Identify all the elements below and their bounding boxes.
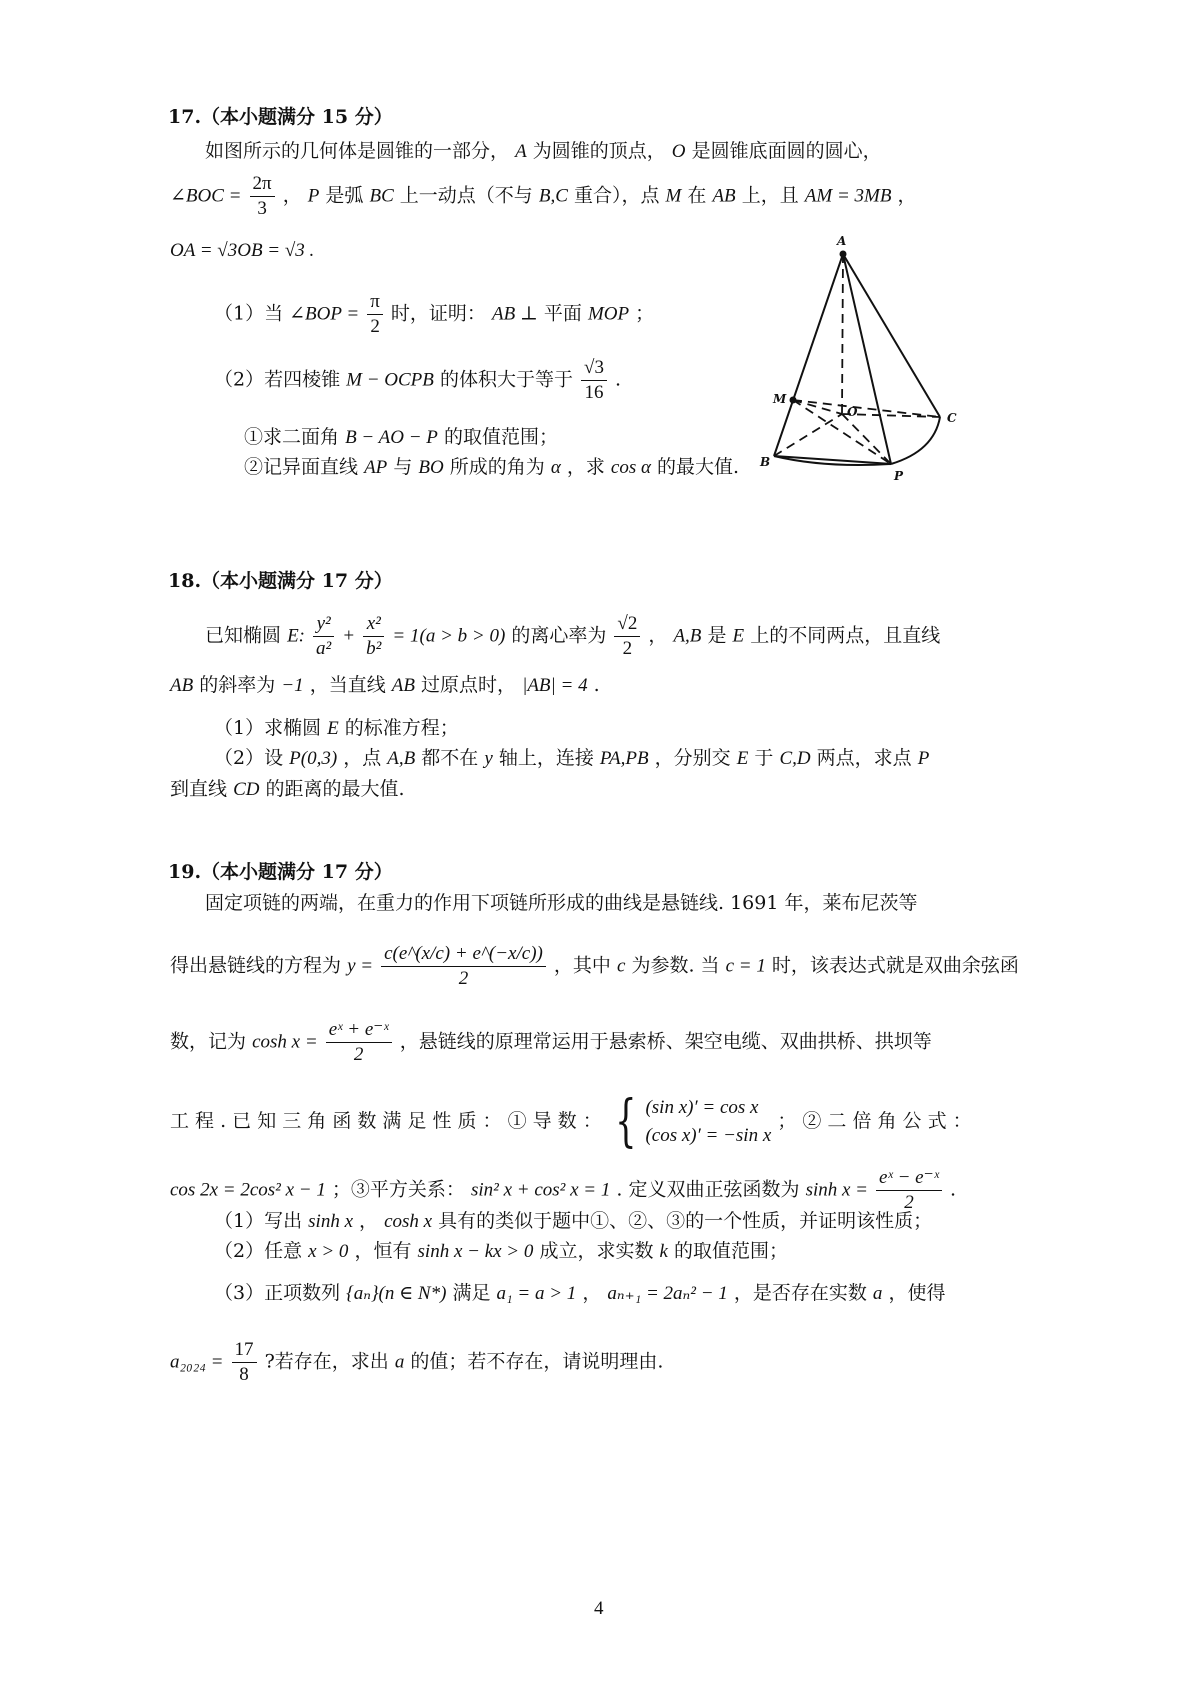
fraction xyxy=(614,612,640,661)
text: 的取值范围； xyxy=(443,426,558,448)
text: 上，且 xyxy=(741,184,799,207)
math: y xyxy=(484,748,493,769)
numerator: eˣ − e⁻ˣ xyxy=(876,1166,942,1191)
text: 成立，求实数 xyxy=(539,1240,654,1262)
text: . xyxy=(615,368,622,391)
q17-oa: OA = √3OB = √3 . xyxy=(170,240,315,261)
text: 时，证明： xyxy=(390,302,486,325)
numerator: 17 xyxy=(232,1338,257,1363)
denominator: 2 xyxy=(904,1192,914,1213)
math: B,C xyxy=(538,185,568,207)
math: E: xyxy=(287,625,305,647)
math: BO xyxy=(418,457,444,478)
text: ； ② 二 倍 角 公 式 ： xyxy=(777,1110,972,1132)
text: 的斜率为 xyxy=(199,674,276,696)
math: P(0,3) xyxy=(289,748,338,769)
math: E xyxy=(732,625,745,647)
text: 是圆锥底面圆的圆心， xyxy=(691,140,882,162)
q19-part3 xyxy=(214,1280,945,1307)
q17-condition xyxy=(170,172,917,221)
math: cosh x = xyxy=(252,1031,318,1053)
text: ，是否存在实数 xyxy=(733,1282,867,1304)
q19-part2 xyxy=(214,1238,788,1265)
q17-part2 xyxy=(214,356,621,405)
text: 重合），点 xyxy=(573,184,660,207)
vertex-a-dot xyxy=(840,251,847,258)
text: （2）设 xyxy=(214,747,284,769)
math: C,D xyxy=(779,748,811,769)
math: y = xyxy=(347,955,374,977)
label-p: P xyxy=(894,469,904,483)
text: ，恒有 xyxy=(354,1240,412,1262)
math: x > 0 xyxy=(308,1241,349,1262)
text: 数，记为 xyxy=(170,1030,247,1053)
math: AP xyxy=(364,457,388,478)
text: 工 程 . 已 知 三 角 函 数 满 足 性 质 ： ① 导 数 ： xyxy=(170,1110,602,1132)
math: a₁ = a > 1 xyxy=(496,1283,577,1304)
fraction xyxy=(363,612,384,661)
math: c = 1 xyxy=(725,955,766,977)
q18-line2 xyxy=(170,672,600,699)
text: 如图所示的几何体是圆锥的一部分， xyxy=(205,140,510,162)
equation: (cos x)′ = −sin x xyxy=(645,1125,772,1146)
text: （2）若四棱锥 xyxy=(214,368,341,391)
text: 的取值范围； xyxy=(673,1240,788,1262)
math: AB xyxy=(170,675,194,696)
denominator: 2 xyxy=(370,316,380,337)
q19-line2 xyxy=(170,942,1019,991)
math: cosh x xyxy=(384,1211,433,1232)
text: . 定义双曲正弦函数为 xyxy=(616,1178,800,1201)
text: ，分别交 xyxy=(654,747,731,769)
text: 满足 xyxy=(452,1282,491,1304)
math: a xyxy=(394,1351,405,1373)
math: a₂₀₂₄ = xyxy=(170,1351,224,1373)
edge-op xyxy=(842,414,891,464)
math: + xyxy=(342,625,356,647)
edge-ap xyxy=(843,254,891,464)
brace-symbol: { xyxy=(614,1089,637,1154)
text: ，使得 xyxy=(888,1282,946,1304)
q18-part2-cont xyxy=(170,776,405,803)
text: 到直线 xyxy=(170,778,228,800)
math: = 1(a > b > 0) xyxy=(392,625,506,647)
text: 的最大值. xyxy=(657,456,740,478)
denominator: 8 xyxy=(239,1364,249,1385)
text: 的值；若不存在，请说明理由. xyxy=(410,1350,664,1373)
text: （1）写出 xyxy=(214,1210,303,1232)
text: 具有的类似于题中①、②、③的一个性质，并证明该性质； xyxy=(438,1210,933,1232)
math: sin² x + cos² x = 1 xyxy=(470,1179,611,1201)
point-m-dot xyxy=(790,397,797,404)
math: A,B xyxy=(387,748,416,769)
fraction xyxy=(381,942,546,991)
text: （3）正项数列 xyxy=(214,1282,341,1304)
q17-intro xyxy=(205,138,882,165)
edge-mo xyxy=(793,400,842,414)
math: AB ⊥ xyxy=(491,303,538,325)
label-c: C xyxy=(947,411,957,425)
q19-line3 xyxy=(170,1018,932,1067)
text: 所成的角为 xyxy=(449,456,545,478)
text: （1）当 xyxy=(214,302,284,325)
math: |AB| = 4 xyxy=(522,675,588,696)
text: 的距离的最大值. xyxy=(265,778,405,800)
text: 是弧 xyxy=(325,184,364,207)
edge-ac xyxy=(843,254,940,417)
math: BC xyxy=(369,185,394,207)
edge-bo xyxy=(774,414,842,456)
denominator: a² xyxy=(316,638,332,659)
denominator: 3 xyxy=(257,198,267,219)
page-number: 4 xyxy=(594,1598,604,1619)
math: cos α xyxy=(610,457,651,478)
math: ∠BOC = xyxy=(170,185,242,207)
arc-pc xyxy=(891,417,940,464)
q19-part1 xyxy=(214,1208,932,1235)
cone-figure xyxy=(754,236,974,486)
math: sinh x xyxy=(308,1211,353,1232)
text: 都不在 xyxy=(421,747,479,769)
text: 平面 xyxy=(543,302,582,325)
math: AM = 3MB xyxy=(804,185,892,207)
math: CD xyxy=(233,779,260,800)
math: aₙ₊₁ = 2aₙ² − 1 xyxy=(607,1283,728,1304)
fraction xyxy=(232,1338,257,1387)
text: （1）求椭圆 xyxy=(214,717,322,739)
denominator: 2 xyxy=(458,968,469,989)
fraction xyxy=(250,172,275,221)
numerator: y² xyxy=(313,612,334,637)
text: 得出悬链线的方程为 xyxy=(170,954,342,977)
math: A xyxy=(515,141,527,162)
fraction xyxy=(313,612,334,661)
q19-line4 xyxy=(170,1089,972,1154)
math: c xyxy=(616,955,626,977)
numerator: x² xyxy=(363,612,384,637)
equation: (sin x)′ = cos x xyxy=(645,1097,759,1118)
text: ②记异面直线 xyxy=(244,456,359,478)
math: cos 2x = 2cos² x − 1 xyxy=(170,1179,326,1201)
label-o: O xyxy=(847,405,858,419)
q19-line1: 固定项链的两端，在重力的作用下项链所形成的曲线是悬链线. 1691 年，莱布尼茨等 xyxy=(205,892,918,914)
numerator: eˣ + e⁻ˣ xyxy=(326,1018,392,1043)
numerator: c(e^(x/c) + e^(−x/c)) xyxy=(381,942,546,967)
text: ； xyxy=(635,302,655,325)
denominator: 2 xyxy=(353,1044,364,1065)
math: MOP xyxy=(587,303,630,325)
fraction xyxy=(326,1018,392,1067)
q17-part2-ii xyxy=(244,454,739,481)
math: sinh x = xyxy=(805,1179,868,1201)
text: 的体积大于等于 xyxy=(439,368,573,391)
text: 上的不同两点，且直线 xyxy=(750,624,941,647)
text: 在 xyxy=(687,184,707,207)
text: 上一动点（不与 xyxy=(399,184,533,207)
q17-title: 17.（本小题满分 15 分） xyxy=(168,106,393,128)
q19-part3-cont xyxy=(170,1338,663,1387)
q18-title: 18.（本小题满分 17 分） xyxy=(168,570,393,592)
fraction xyxy=(367,290,383,339)
numerator: 2π xyxy=(250,172,275,197)
text: 过原点时， xyxy=(421,674,517,696)
text: ， xyxy=(359,1210,379,1232)
text: 与 xyxy=(393,456,413,478)
edge-ao xyxy=(842,254,843,414)
math: AB xyxy=(391,675,415,696)
text: 已知椭圆 xyxy=(205,624,282,647)
math: E xyxy=(327,718,339,739)
q19-title: 19.（本小题满分 17 分） xyxy=(168,861,393,883)
math: α xyxy=(550,457,561,478)
math: k xyxy=(659,1241,668,1262)
text: ， xyxy=(648,624,668,647)
text: 为参数. 当 xyxy=(631,954,720,977)
text: ，其中 xyxy=(553,954,611,977)
text: 于 xyxy=(754,747,774,769)
text: ， xyxy=(897,184,917,207)
text: ， xyxy=(582,1282,602,1304)
derivative-system xyxy=(645,1094,771,1150)
text: ，悬链线的原理常运用于悬索桥、架空电缆、双曲拱桥、拱坝等 xyxy=(399,1030,932,1053)
text: . xyxy=(593,674,600,696)
math: E xyxy=(736,748,749,769)
math: P xyxy=(917,748,930,769)
math: M xyxy=(665,185,682,207)
denominator: 16 xyxy=(584,382,604,403)
text: ①求二面角 xyxy=(244,426,340,448)
math: {aₙ}(n ∈ N*) xyxy=(346,1283,447,1304)
text: ，求 xyxy=(566,456,605,478)
math: −1 xyxy=(281,675,304,696)
math: a xyxy=(872,1283,883,1304)
label-b: B xyxy=(760,455,771,469)
math: ∠BOP = xyxy=(289,303,360,325)
q17-part2-i xyxy=(244,424,558,451)
numerator: √2 xyxy=(614,612,640,637)
math: sinh x − kx > 0 xyxy=(417,1241,534,1262)
math: B − AO − P xyxy=(345,427,438,448)
text: 是 xyxy=(707,624,727,647)
math: O xyxy=(671,141,686,162)
label-a: A xyxy=(837,236,847,248)
text: 轴上，连接 xyxy=(498,747,594,769)
text: ；③平方关系： xyxy=(331,1178,465,1201)
text: 时，该表达式就是双曲余弦函 xyxy=(771,954,1019,977)
numerator: √3 xyxy=(581,356,607,381)
text: ，当直线 xyxy=(309,674,386,696)
denominator: b² xyxy=(366,638,382,659)
text: 的标准方程； xyxy=(344,717,459,739)
math: P xyxy=(307,185,320,207)
math: A,B xyxy=(673,625,702,647)
math: M − OCPB xyxy=(346,369,434,391)
q17-part1 xyxy=(214,290,654,339)
edge-mc xyxy=(793,400,940,417)
text: 的离心率为 xyxy=(511,624,607,647)
text: ，点 xyxy=(343,747,382,769)
text: ， xyxy=(282,184,302,207)
text: 为圆锥的顶点， xyxy=(532,140,666,162)
text: ?若存在，求出 xyxy=(264,1350,389,1373)
fraction xyxy=(581,356,607,405)
denominator: 2 xyxy=(622,638,633,659)
text: （2）任意 xyxy=(214,1240,303,1262)
text: 两点，求点 xyxy=(816,747,912,769)
numerator: π xyxy=(367,290,383,315)
q18-part1 xyxy=(214,715,459,742)
math: PA,PB xyxy=(599,748,649,769)
math: AB xyxy=(712,185,736,207)
label-m: M xyxy=(773,392,787,406)
q18-part2 xyxy=(214,745,929,772)
q18-line1 xyxy=(205,612,940,661)
text: . xyxy=(950,1178,957,1201)
